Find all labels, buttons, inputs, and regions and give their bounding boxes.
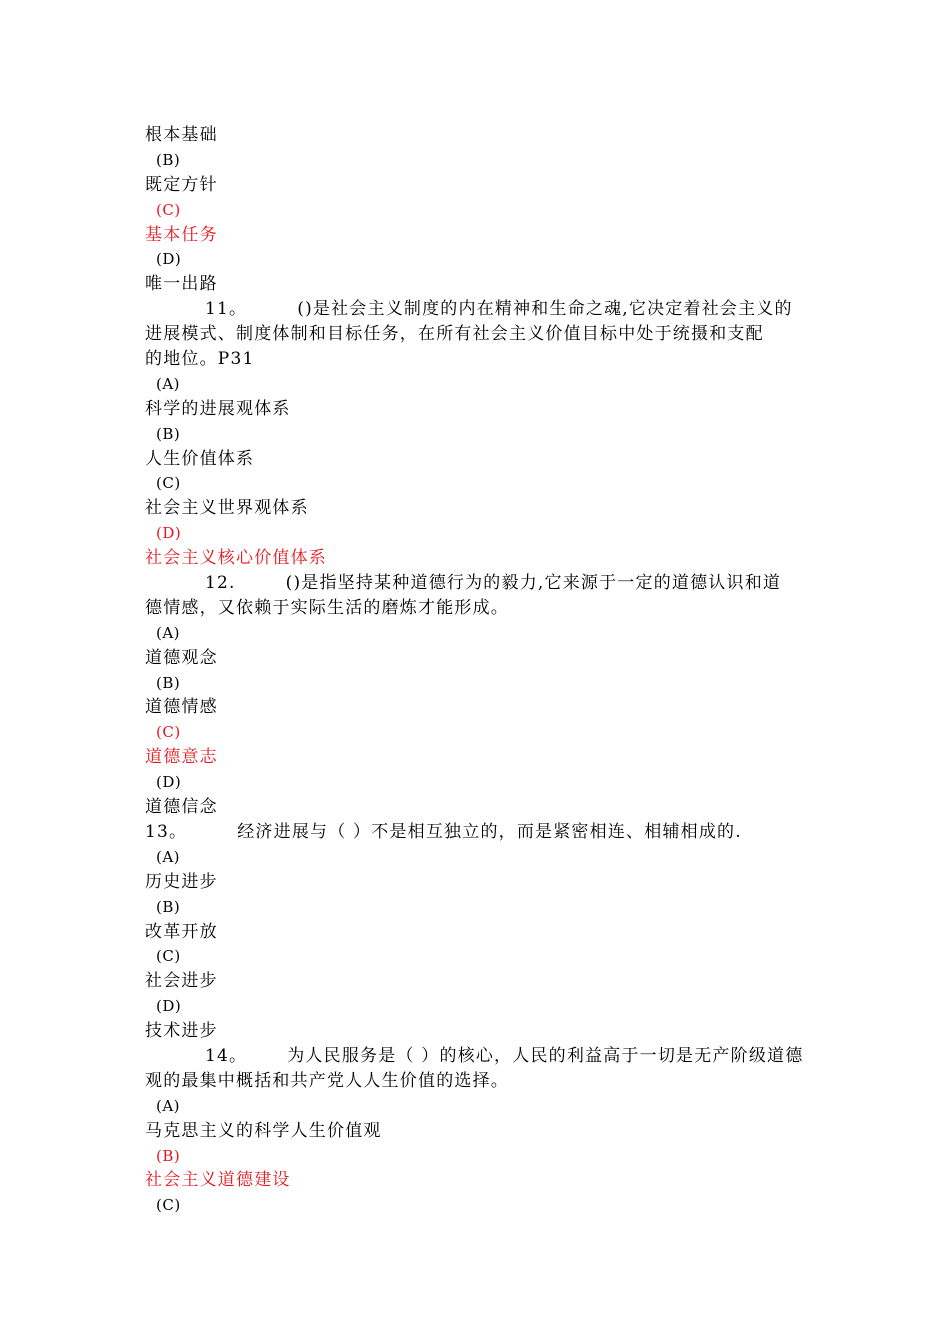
q12-option-label-b: (B) [156,673,181,692]
q11-option-text-b: 人生价值体系 [145,448,255,469]
q14-stem-line-2: 观的最集中概括和共产党人人生价值的选择。 [145,1070,509,1091]
q11-option-label-b: (B) [156,424,181,443]
q10-option-label-d: (D) [156,250,182,269]
q13-option-text-b: 改革开放 [145,921,218,942]
q13-option-label-a: (A) [156,847,181,866]
q11-option-label-c: (C) [156,474,181,493]
q12-stem-text-1: ()是指坚持某种道德行为的毅力,它来源于一定的道德认识和道 [285,573,782,594]
q10-option-text-b: 既定方针 [145,174,218,195]
q14-option-label-c: (C) [156,1196,181,1215]
q13-option-text-c: 社会进步 [145,971,218,992]
q11-stem-line-3: 的地位。P31 [145,349,255,370]
q13-stem-line-1 [145,820,805,845]
q11-stem-line-1 [145,297,805,322]
q12-option-label-c-answer: (C) [156,723,181,742]
q11-option-text-a: 科学的进展观体系 [145,398,291,419]
q10-option-label-c-answer: (C) [156,200,181,219]
q12-option-text-d: 道德信念 [145,797,218,818]
q11-option-text-d-answer: 社会主义核心价值体系 [145,548,327,569]
q14-option-text-b-answer: 社会主义道德建设 [145,1170,291,1191]
q10-option-text-a: 根本基础 [145,125,218,145]
q10-option-text-d: 唯一出路 [145,274,218,295]
q13-stem-text-1: 经济进展与（ ）不是相互独立的，而是紧密相连、相辅相成的. [237,821,742,842]
q14-number: 14。 [205,1045,248,1066]
q12-option-text-b: 道德情感 [145,697,218,718]
q11-stem-text-1: ()是社会主义制度的内在精神和生命之魂,它决定着社会主义的 [297,299,793,320]
q14-option-text-a: 马克思主义的科学人生价值观 [145,1120,382,1141]
q12-option-label-d: (D) [156,773,182,792]
q11-option-label-a: (A) [156,374,181,393]
q14-stem-text-1: 为人民服务是（ ）的核心，人民的利益高于一切是无产阶级道德 [287,1045,804,1066]
q13-number: 13。 [145,821,188,842]
q13-option-label-d: (D) [156,997,182,1016]
q12-option-label-a: (A) [156,623,181,642]
q11-option-label-d-answer: (D) [156,524,182,543]
q10-option-text-c-answer: 基本任务 [145,224,218,245]
document-body [145,123,805,1218]
q11-stem-line-2: 进展模式、制度体制和目标任务，在所有社会主义价值目标中处于统摄和支配 [145,324,764,345]
q13-option-text-d: 技术进步 [145,1021,218,1042]
q10-option-label-b: (B) [156,150,181,169]
q12-option-text-a: 道德观念 [145,647,218,668]
q11-option-text-c: 社会主义世界观体系 [145,498,309,519]
q11-number: 11。 [205,299,248,320]
q12-option-text-c-answer: 道德意志 [145,747,218,768]
q13-option-text-a: 历史进步 [145,871,218,892]
q13-option-label-c: (C) [156,947,181,966]
q12-number: 12. [205,573,236,594]
q12-stem-line-1 [145,571,805,596]
q14-stem-line-1 [145,1044,805,1069]
q12-stem-line-2: 德情感，又依赖于实际生活的磨炼才能形成。 [145,597,509,618]
q14-option-label-b-answer: (B) [156,1146,181,1165]
q13-option-label-b: (B) [156,897,181,916]
q14-option-label-a: (A) [156,1096,181,1115]
